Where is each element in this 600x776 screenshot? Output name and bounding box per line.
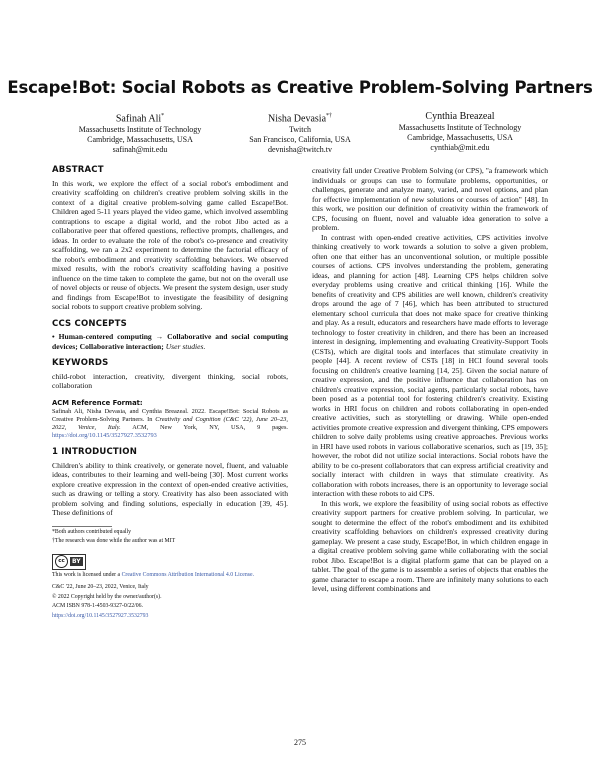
body-paragraph-1: creativity fall under Creative Problem Solving (or CPS), "a framework which individuals or groups can use to formulate problems, opportunities, or challenges, generate and analyze many, varied, and novel options, and plan for effective implementation of new solutions or courses of action" [48]. In this work, we position our definition of creativity within the framework of CPS, focusing on fluent, novel and valuable idea generation to solve a problem. [312,166,548,232]
author-affiliation: Twitch [288,125,312,135]
author-affiliation: Massachusetts Institute of Technology [398,123,522,132]
ccs-bullet: • [52,332,55,341]
author-2 [220,110,380,155]
abstract-heading: ABSTRACT [52,165,104,175]
copyright-line: © 2022 Copyright held by the owner/author(s). [52,593,162,600]
paper-title: Escape!Bot: Social Robots as Creative Problem-Solving Partners [7,78,593,97]
intro-heading: 1 INTRODUCTION [52,447,138,457]
author-mark: * [161,113,165,119]
keywords-text: child-robot interaction, creativity, divergent thinking, social robots, collaboration [52,371,288,390]
author-name: Nisha Devasia [267,113,327,125]
acm-ref-text: Safinah Ali, Nisha Devasia, and Cynthia Breazeal. 2022. Escape!Bot: Social Robots as Creative Problem-Solving Partners. In [52,408,288,423]
license-doi-link[interactable]: https://doi.org/10.1145/3527927.3532793 [52,612,149,619]
author-name: Safinah Ali [115,113,162,125]
body-paragraph-2: In contrast with open-ended creative activities, CPS activities involve thinking creatively to work towards a solution to solve a given problem, often one that either has an unconventional solution, or multiple possible courses of actions. CPS involves understanding the problem, generating ideas, and planning for action [48]. Learning CPS helps children solve everyday problems using creative and critical thinking [16]. While the benefits of creativity and CPS abilities are well known, children's creativity drops around the age of 7 [46], which has been attributed to structured elementary school curricula that does not make space for creative thinking and play. As a result, educators and researchers have made efforts to leverage technology to foster creativity in children, and there has been an increased interest in designing, implementing and evaluating Creativity-Support Tools (CSTs), which are digital tools and interfaces that stimulate creativity in people [44]. A recent review of CSTs [18] in HCI found several tools focusing on children's creative learning [14, 25]. Given the social nature of creative expression, and the positive influence that collaboration has on children's creative expression, social agents, particularly social robots, have been posed as a potential tool for fostering children's creativity. Existing works in HRI focus on children and robots collaborating in open-ended creative activities, such as storytelling or drawing. While open-ended activities promote creative expression and divergent thinking, CPS empowers children to solve daily problems using creative approaches. Previous works in HRI have used robots in various collaborative scenarios, such as [19, 35]; however, the robot did not utilize social interactions. Social robots have the ability to be co-present collaborators that can express artificial creativity and socially interact with children in ways that stimulate creativity. As collaboration with robots increases, there is an opportunity to leverage social interaction with these robots to aid CPS. [312,232,548,498]
ccs-part3: User studies. [165,341,206,351]
body-paragraph-3: In this work, we explore the feasibility of using social robots as effective creativity support partners for creative problem solving. In particular, we sought to determine the effect of the robot's embodiment and its exhibited creativity scaffolding behaviors on children's expressed creativity during gameplay. We present a case study, Escape!Bot, in which children engage in a digital creative problem solving game while collaborating with the social robot Jibo. Escape!Bot is a digital platform game that can be played on a tablet. The goal of the game is to assemble a series of objects that enables the game character to escape a room. There are infinitely many solutions to each level, using different combinations and [312,498,548,593]
author-3 [380,110,540,155]
author-1 [60,110,220,155]
abstract-text: In this work, we explore the effect of a social robot's embodiment and creativity scaffolding on children's creative problem solving skills in the context of a digital creative problem-solving game called Escape!Bot. Children aged 5-11 years played the video game, which involved assembling contraptions to escape a digital world, and the robot Jibo acted as a collaborative peer that offered questions, reflective prompts, challenges, and ideas. In order to evaluate the role of the robot's co-presence and creativity scaffolding, we ran a 2x2 experiment to determine the factorial efficacy of the robot's embodiment and creativity scaffolding behaviors. We observed mixed results, with the robot's creativity scaffolding having a positive influence on the time taken to complete the game, but not on the overall use of novel objects or reuse of objects. We present the system design, user study and findings from Escape!Bot to investigate the feasibility of designing social robots to support creative problem solving. [52,178,288,311]
acm-ref-venue: Creativity and Cognition (C&C '22), June 20–23, 2022, Venice, Italy. [52,416,288,431]
ccs-arrow: → [155,332,164,341]
author-email[interactable]: devnisha@twitch.tv [267,145,333,155]
right-column [312,166,548,594]
cc-license-badge[interactable] [52,554,86,570]
author-name: Cynthia Breazeal [425,111,495,122]
author-location: Cambridge, Massachusetts, USA [407,133,513,142]
acm-reference-heading: ACM Reference Format: [52,398,143,407]
ccs-concepts [52,332,288,351]
license-link[interactable]: Creative Commons Attribution International 4.0 License. [121,571,255,578]
acm-reference [52,408,288,440]
author-mark: *† [326,113,333,119]
by-icon: BY [72,557,81,565]
ccs-part1: Human-centered computing [58,332,152,341]
left-column [52,166,288,620]
acm-ref-doi-link[interactable]: https://doi.org/10.1145/3527927.3532793 [52,432,157,439]
author-email[interactable]: safinah@mit.edu [112,145,168,155]
acm-ref-publisher: ACM, New York, NY, USA, 9 pages. [132,424,288,431]
author-location: Cambridge, Massachusetts, USA [87,135,193,145]
footnote-rule [52,526,112,527]
license-lead: This work is licensed under a [52,571,121,578]
footnote-2: †The research was done while the author was at MIT [52,538,176,544]
page-number: 275 [294,738,306,747]
isbn-line: ACM ISBN 978-1-4503-9327-0/22/06. [52,603,143,609]
author-affiliation: Massachusetts Institute of Technology [78,125,202,135]
cc-icon: cc [55,555,68,568]
ccs-part2: Collaborative and social computing devices; Collaborative interaction; [52,332,289,351]
intro-paragraph: Children's ability to think creatively, or generate novel, fluent, and valuable ideas, contributes to their learning and well-being [30]. Most current works explore creative expression in the context of open-ended creative activities, such as drawing or telling a story. Creativity has also been associated with problem solving and finding solutions, especially in education [39, 45]. These definitions of [52,460,288,517]
footnote-1: *Both authors contributed equally [52,528,132,535]
author-block [60,110,540,155]
license-text [52,572,288,580]
author-location: San Francisco, California, USA [249,135,351,145]
ccs-heading: CCS CONCEPTS [52,318,127,329]
author-email[interactable]: cynthiab@mit.edu [430,143,490,152]
keywords-heading: KEYWORDS [52,358,109,368]
publication-venue: C&C '22, June 20–23, 2022, Venice, Italy [52,584,149,590]
